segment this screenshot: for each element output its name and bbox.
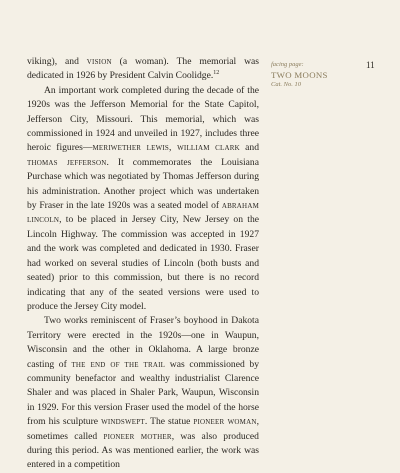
small-caps-title: pioneer mother	[103, 430, 172, 442]
paragraph-3	[27, 314, 259, 472]
text-run: . It commemorates the Louisiana Purchase which was negotiated by Thomas Jefferson during his administration. Another project which was undertaken by Fraser in the late 1920s was a seated model of	[27, 156, 259, 212]
text-run: , was also produced during this period. As was mentioned earlier, the work was entered in a competition	[27, 430, 259, 471]
footnote-marker: 12	[213, 70, 220, 77]
text-run: viking), and	[27, 56, 87, 67]
catalog-number: Cat. No. 10	[271, 81, 301, 88]
small-caps-title: abraham lincoln	[27, 200, 259, 226]
page-number: 11	[366, 60, 375, 70]
text-run: (a woman). The memorial was dedicated in 1926 by President Calvin Coolidge.	[27, 56, 259, 82]
text-run: . The statue	[144, 416, 194, 428]
paragraph-1	[27, 55, 259, 84]
text-run: Two works reminiscent of Fraser’s boyhood in Dakota Territory were erected in the 1920s—one in Waupun, Wisconsin and the other in Oklahoma. A large bronze casting of	[27, 315, 259, 370]
small-caps-title: windswept	[101, 416, 145, 428]
facing-page-label: facing page:	[271, 61, 304, 68]
figure-caption	[271, 60, 351, 90]
text-run: , to be placed in Jersey City, New Jersey on the Lincoln Highway. The commission was accepted in 1927 and the work was completed and dedicated in 1930. Fraser had worked on several studies of Lincoln (both busts and seated) prior to this commission, but there is no record indicating that any of the seated versions were used to produce the Jersey City model.	[27, 214, 259, 312]
small-caps-title: meriwether lewis, william clark	[92, 142, 240, 154]
text-run: was commissioned by community benefactor and wealthy industrialist Clarence Shaler and was placed in Shaler Park, Waupun, Wisconsin in 1929. For this version Fraser used the model of the horse from his sculpture	[27, 358, 260, 428]
text-run: , sometimes called	[27, 416, 259, 442]
artwork-title: TWO MOONS	[271, 70, 328, 80]
body-text-column	[27, 55, 259, 473]
small-caps-title: vision	[86, 56, 112, 67]
paragraph-2	[27, 84, 259, 315]
small-caps-title: thomas jefferson	[27, 156, 107, 168]
text-run: and	[239, 142, 259, 154]
small-caps-title: the end of the trail	[71, 358, 166, 370]
small-caps-title: pioneer woman	[193, 416, 257, 428]
text-run: An important work completed during the decade of the 1920s was the Jefferson Memorial for the State Capitol, Jefferson City, Missouri. This memorial, which was commissioned in 1924 and unveiled in 1927, includes three heroic figures—	[27, 84, 259, 154]
